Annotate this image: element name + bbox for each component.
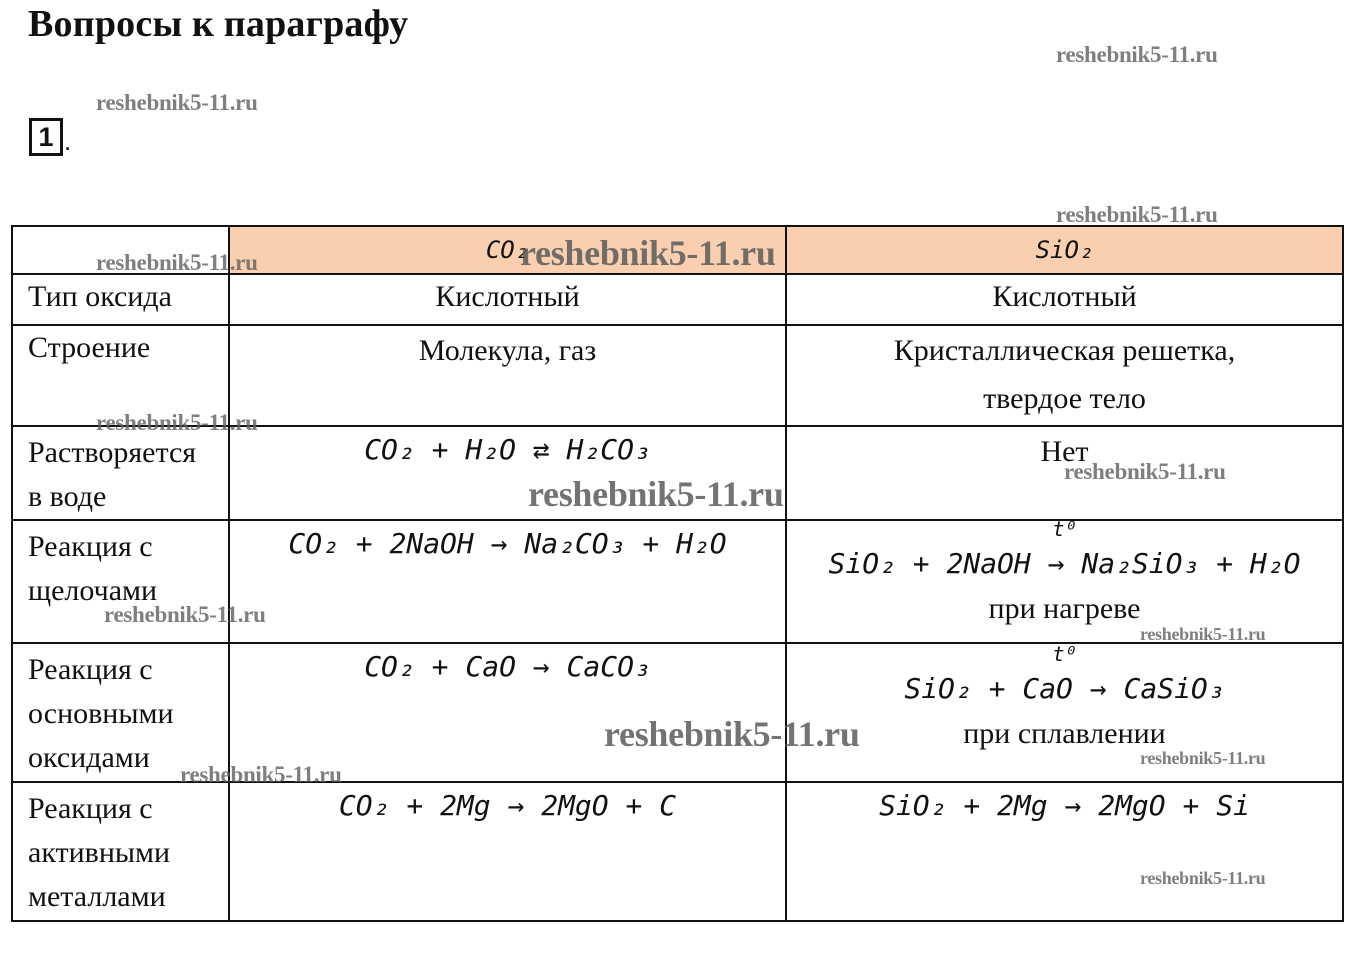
watermark: reshebnik5-11.ru <box>604 714 860 754</box>
row-label-structure: Строение <box>12 325 229 426</box>
cell-co2-active-metals: CO₂ + 2Mg → 2MgO + C <box>229 782 786 921</box>
watermark: reshebnik5-11.ru <box>1140 748 1266 768</box>
watermark: reshebnik5-11.ru <box>1064 459 1226 484</box>
cell-co2-alkali: CO₂ + 2NaOH → Na₂CO₃ + H₂O <box>229 520 786 643</box>
row-label-solubility: Растворяется в воде <box>12 426 229 520</box>
watermark: reshebnik5-11.ru <box>104 602 266 627</box>
row-label-alkali: Реакция с щелочами <box>12 520 229 643</box>
header-sio2: SiO₂ <box>786 226 1343 274</box>
watermark: reshebnik5-11.ru <box>96 90 258 115</box>
cell-sio2-alkali: t⁰ SiO₂ + 2NaOH → Na₂SiO₃ + H₂O при нагреве <box>786 520 1343 643</box>
watermark: reshebnik5-11.ru <box>1140 624 1266 644</box>
cell-co2-basic-oxides: CO₂ + CaO → CaCO₃ <box>229 643 786 782</box>
question-number: 1 <box>29 118 63 156</box>
cell-co2-type: Кислотный <box>229 274 786 325</box>
header-co2: CO₂ <box>229 226 786 274</box>
cell-co2-solubility: CO₂ + H₂O ⇄ H₂CO₃ <box>229 426 786 520</box>
heat-condition-label: t⁰ <box>1052 642 1077 666</box>
row-label-oxide-type: Тип оксида <box>12 274 229 325</box>
table-row <box>12 782 1343 921</box>
oxide-comparison-table <box>11 225 1344 922</box>
cell-sio2-basic-oxides: t⁰ SiO₂ + CaO → CaSiO₃ при сплавлении <box>786 643 1343 782</box>
table-row <box>12 274 1343 325</box>
watermark: reshebnik5-11.ru <box>1140 868 1266 888</box>
watermark: reshebnik5-11.ru <box>96 410 258 435</box>
heat-condition-label: t⁰ <box>1052 517 1077 541</box>
cell-co2-structure: Молекула, газ <box>229 325 786 426</box>
cell-sio2-active-metals: SiO₂ + 2Mg → 2MgO + Si <box>786 782 1343 921</box>
cell-sio2-structure: Кристаллическая решетка, твердое тело <box>786 325 1343 426</box>
cell-sio2-solubility: Нет <box>786 426 1343 520</box>
question-number-dot: . <box>64 126 72 156</box>
watermark: reshebnik5-11.ru <box>528 474 784 514</box>
page-title: Вопросы к параграфу <box>28 3 409 45</box>
row-label-active-metals: Реакция с активными металлами <box>12 782 229 921</box>
watermark: reshebnik5-11.ru <box>180 762 342 787</box>
watermark: reshebnik5-11.ru <box>1056 42 1218 67</box>
watermark: reshebnik5-11.ru <box>96 250 258 275</box>
row-label-basic-oxides: Реакция с основными оксидами <box>12 643 229 782</box>
watermark: reshebnik5-11.ru <box>1056 202 1218 227</box>
cell-sio2-type: Кислотный <box>786 274 1343 325</box>
watermark: reshebnik5-11.ru <box>520 233 776 273</box>
